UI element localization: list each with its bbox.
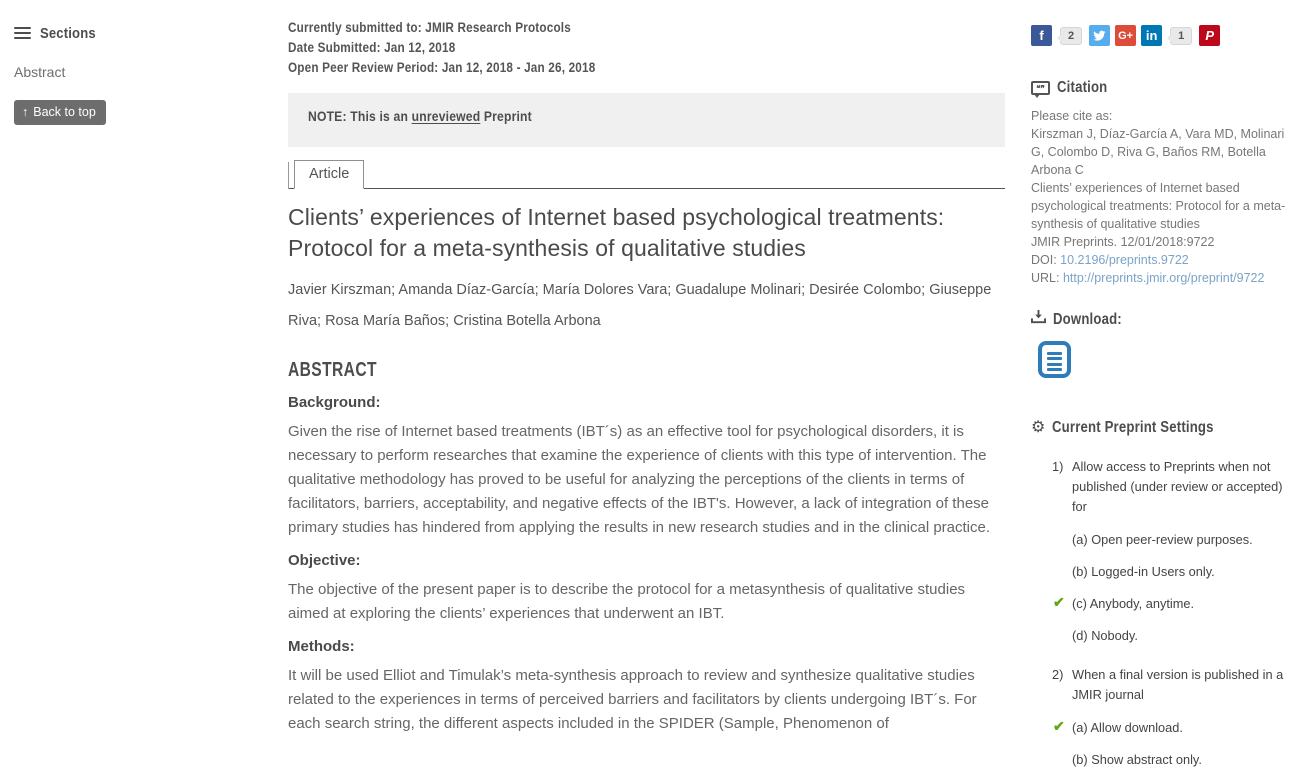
note-prefix: NOTE: This is an — [308, 109, 412, 124]
group-text: Allow access to Preprints when not published (under review or accepted) for — [1072, 459, 1283, 514]
up-arrow-icon: ↑ — [22, 105, 29, 119]
citation-journal: JMIR Preprints. 12/01/2018:9722 — [1031, 235, 1215, 249]
setting-option: (b) Show abstract only. — [1072, 752, 1202, 767]
peer-review-period-line: Open Peer Review Period: Jan 12, 2018 - Jan 26, 2018 — [288, 60, 596, 75]
settings-heading: Current Preprint Settings — [1052, 419, 1214, 436]
setting-option: (b) Logged-in Users only. — [1072, 564, 1215, 579]
citation-header — [1031, 79, 1293, 97]
citation-title: Clients’ experiences of Internet based psychological treatments: Protocol for a meta-synthesis of qualitative studies — [1031, 181, 1286, 231]
setting-option-selected: ✔ (a) Allow download. — [1053, 718, 1183, 735]
quote-bubble-icon: ❝❞ — [1031, 81, 1050, 95]
doi-link[interactable]: 10.2196/preprints.9722 — [1060, 253, 1189, 267]
googleplus-share-icon[interactable]: G+ — [1115, 25, 1136, 46]
objective-heading: Objective: — [288, 552, 361, 569]
group-number: 2) — [1052, 667, 1064, 682]
citation-url-line: URL: http://preprints.jmir.org/preprint/9722 — [1031, 271, 1265, 285]
background-text: Given the rise of Internet based treatments (IBT´s) as an effective tool for psychological disorders, it is necessary to perform researches that examine the experience of clients with this type of intervention. The qualitative methodology has proved to be useful for analyzing the perceptions of the clients in terms of facilitators, barriers, acceptability, and negative effects of the IBT's. However, a lack of integration of these primary studies has hindered from applying the results in new research studies and in the clinical practice. — [288, 423, 991, 536]
setting-option-selected: ✔ (c) Anybody, anytime. — [1053, 594, 1195, 611]
linkedin-share-icon[interactable]: in — [1141, 25, 1162, 46]
check-icon: ✔ — [1053, 594, 1065, 610]
download-heading: Download: — [1053, 310, 1122, 328]
settings-group-2 — [1031, 665, 1293, 769]
unreviewed-link[interactable]: unreviewed — [411, 109, 481, 124]
unreviewed-note-box — [288, 93, 1005, 147]
pdf-document-icon[interactable] — [1038, 341, 1071, 378]
date-submitted-line: Date Submitted: Jan 12, 2018 — [288, 40, 456, 55]
citation-heading: Citation — [1057, 79, 1108, 96]
social-share-row — [1031, 25, 1293, 46]
facebook-share-count: 2 — [1060, 27, 1082, 45]
group-text: When a final version is published in a JMIR journal — [1072, 667, 1284, 702]
preprint-url-link[interactable]: http://preprints.jmir.org/preprint/9722 — [1062, 271, 1265, 285]
gear-icon: ⚙ — [1031, 419, 1046, 436]
group-number: 1) — [1052, 459, 1064, 474]
sections-label: Sections — [40, 24, 96, 42]
settings-header — [1031, 419, 1293, 437]
note-suffix: Preprint — [480, 109, 532, 124]
check-icon: ✔ — [1053, 718, 1065, 734]
facebook-share-icon[interactable]: f — [1031, 25, 1052, 46]
sections-header — [14, 24, 264, 42]
background-heading: Background: — [288, 394, 381, 411]
setting-option: (d) Nobody. — [1072, 628, 1138, 643]
settings-group-1 — [1031, 457, 1293, 645]
objective-text: The objective of the present paper is to describe the protocol for a metasynthesis of qualitative studies aimed at exploring the clients’ experiences that underwent an IBT. — [288, 581, 966, 622]
tab-article[interactable]: Article — [294, 160, 364, 189]
back-to-top-label: Back to top — [33, 105, 96, 119]
citation-doi-line: DOI: 10.2196/preprints.9722 — [1031, 253, 1189, 267]
back-to-top-button[interactable] — [14, 100, 106, 125]
pinterest-share-icon[interactable]: P — [1199, 25, 1220, 46]
download-header — [1031, 310, 1293, 329]
sidebar-item-abstract[interactable]: Abstract — [14, 64, 66, 80]
article-authors: Javier Kirszman; Amanda Díaz-García; María Dolores Vara; Guadalupe Molinari; Desirée Colombo; Giuseppe Riva; Rosa María Baños; Cristina Botella Arbona — [288, 282, 992, 329]
citation-authors: Kirszman J, Díaz-García A, Vara MD, Molinari G, Colombo D, Riva G, Baños RM, Botella Arbona C — [1031, 127, 1285, 177]
tab-bar — [288, 160, 1005, 189]
cite-as-label: Please cite as: — [1031, 109, 1113, 123]
article-main — [288, 18, 1005, 736]
sections-sidebar — [14, 24, 264, 125]
methods-heading: Methods: — [288, 638, 355, 655]
twitter-share-icon[interactable] — [1089, 25, 1110, 46]
methods-text: It will be used Elliot and Timulak’s meta-synthesis approach to review and synthesize qualitative studies related to the experiences in terms of perceived barriers and facilitators by clients undergoing IBT´s. For each search string, the different aspects included in the SPIDER (Sample, Phenomenon of — [288, 667, 977, 732]
info-sidebar — [1031, 25, 1293, 769]
linkedin-share-count: 1 — [1170, 27, 1192, 45]
setting-option: (a) Open peer-review purposes. — [1072, 532, 1253, 547]
abstract-heading: ABSTRACT — [288, 359, 377, 381]
article-title: Clients’ experiences of Internet based psychological treatments: Protocol for a meta-synthesis of qualitative studies — [288, 204, 945, 261]
hamburger-icon — [14, 24, 31, 42]
download-icon — [1031, 310, 1046, 329]
citation-block — [1031, 107, 1293, 287]
submitted-to-line: Currently submitted to: JMIR Research Protocols — [288, 20, 571, 35]
